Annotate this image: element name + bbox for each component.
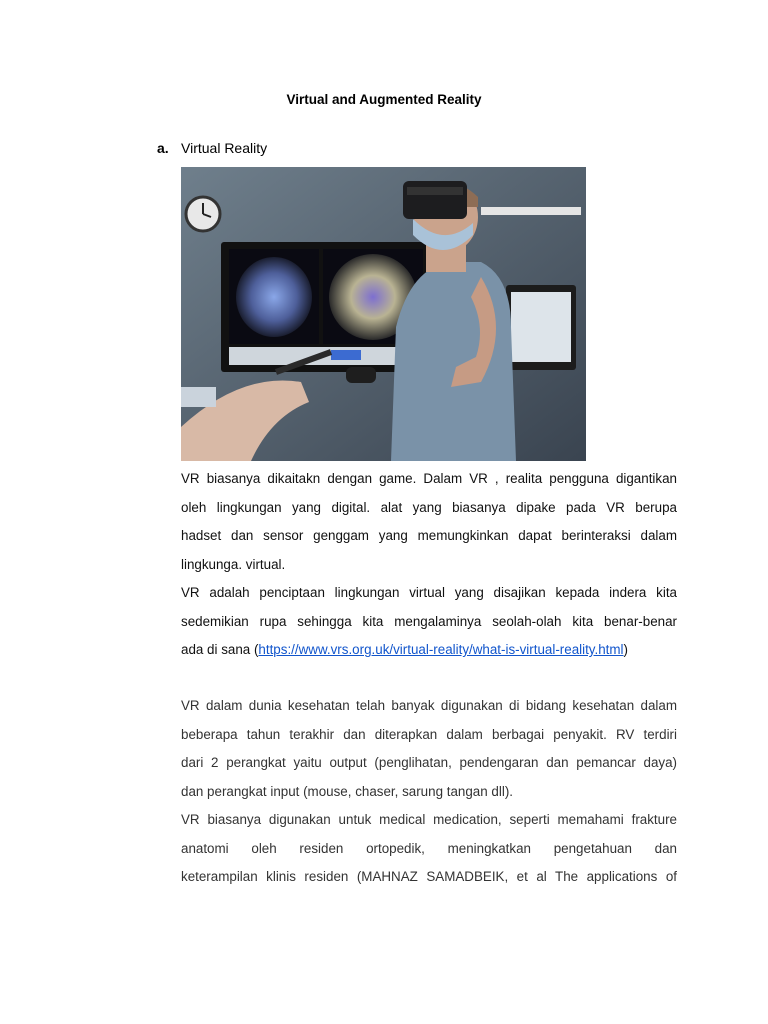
- text-line-with-link: [181, 636, 677, 665]
- text-line: VR biasanya dikaitakn dengan game. Dalam VR , realita pengguna digantikan: [181, 471, 677, 486]
- vr-surgery-illustration: [181, 167, 586, 461]
- text-line: VR biasanya digunakan untuk medical medication, seperti memahami frakture: [181, 812, 677, 827]
- paragraph-vr-definition: [181, 579, 677, 665]
- document-title: Virtual and Augmented Reality: [286, 92, 482, 107]
- text-line: sedemikian rupa sehingga kita mengalaminya seolah-olah kita benar-benar: [181, 613, 677, 629]
- paragraph-vr-intro: [181, 465, 677, 579]
- text-line: dari 2 perangkat yaitu output (penglihatan, pendengaran dan pemancar daya): [181, 755, 677, 770]
- text-line: beberapa tahun terakhir dan diterapkan dalam berbagai penyakit. RV terdiri: [181, 726, 677, 742]
- text-line: dan perangkat input (mouse, chaser, sarung tangan dll).: [181, 783, 513, 799]
- section-heading: Virtual Reality: [181, 140, 268, 156]
- paragraph-vr-health: [181, 692, 677, 806]
- link-prefix: ada di sana (: [181, 642, 259, 657]
- text-line: VR adalah penciptaan lingkungan virtual yang disajikan kepada indera kita: [181, 585, 677, 600]
- text-line: oleh lingkungan yang digital. alat yang biasanya dipake pada VR berupa: [181, 499, 677, 515]
- paragraph-vr-medical: [181, 806, 677, 892]
- text-line: anatomi oleh residen ortopedik, meningkatkan pengetahuan dan: [181, 840, 677, 856]
- text-line: lingkunga. virtual.: [181, 556, 286, 572]
- vr-surgery-photo: [181, 167, 586, 461]
- text-line: keterampilan klinis residen (MAHNAZ SAMADBEIK, et al The applications of: [181, 869, 677, 884]
- text-line: hadset dan sensor genggam yang memungkinkan dapat berinteraksi dalam: [181, 528, 677, 543]
- section-marker: a.: [157, 140, 169, 156]
- vrs-reference-link[interactable]: https://www.vrs.org.uk/virtual-reality/what-is-virtual-reality.html: [258, 642, 624, 657]
- link-suffix: ): [623, 642, 628, 657]
- text-line: VR dalam dunia kesehatan telah banyak digunakan di bidang kesehatan dalam: [181, 698, 677, 713]
